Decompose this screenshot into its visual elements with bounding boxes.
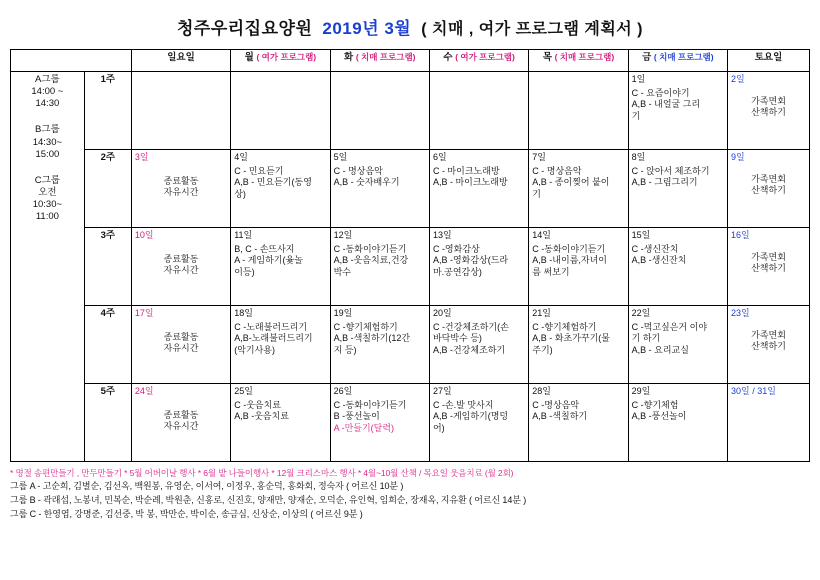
- program-line: 종료활동: [163, 331, 199, 342]
- day-number: 16일: [731, 230, 750, 240]
- program-line: 가족면회: [751, 95, 786, 106]
- day-cell[interactable]: [529, 384, 628, 462]
- program-line: 름 써보기: [532, 266, 570, 277]
- program-line: 지 등): [333, 344, 357, 355]
- program-line: A,B -건강체조하기: [432, 344, 506, 355]
- program-line: C -동화이야기듣기: [333, 243, 407, 254]
- table-row: [11, 306, 810, 384]
- program-line: A - 게임하기(윷놀: [234, 255, 303, 266]
- day-cell[interactable]: [628, 384, 727, 462]
- week-label: 4주: [84, 306, 131, 384]
- program-line: A,B -생신잔치: [631, 255, 687, 266]
- day-number: 10일: [134, 230, 154, 240]
- day-number: 14일: [532, 230, 552, 240]
- day-number: 25일: [234, 386, 253, 396]
- program-line: A,B -풍선놀이: [631, 411, 687, 422]
- day-cell[interactable]: [330, 150, 429, 228]
- day-number: 28일: [532, 386, 552, 396]
- program-line: A,B - 마이크노래방: [432, 177, 508, 188]
- header-sunday-label: 일요일: [167, 52, 195, 63]
- day-number: 19일: [333, 308, 353, 318]
- day-number: 29일: [631, 386, 651, 396]
- day-number: 4일: [234, 152, 248, 162]
- header-monday-sub: ( 여가 프로그램): [256, 52, 317, 62]
- header-wednesday-label: 수: [443, 52, 453, 63]
- day-number: 23일: [731, 308, 750, 318]
- program-line: 자유시간: [163, 421, 199, 432]
- day-content: [632, 166, 724, 189]
- day-content: [135, 332, 227, 355]
- header-monday: [231, 50, 330, 72]
- title-facility: 청주우리집요양원: [176, 19, 313, 38]
- day-content: [731, 174, 806, 197]
- program-line: C -손.발 맛사지: [432, 399, 494, 410]
- day-number: 12일: [333, 230, 353, 240]
- program-line: 산책하기: [751, 185, 786, 196]
- program-line: 어): [432, 422, 445, 433]
- day-content: [433, 244, 525, 279]
- program-line: 기: [631, 110, 641, 121]
- program-line: B -풍선놀이: [333, 411, 380, 422]
- table-header-row: [11, 50, 810, 72]
- day-cell[interactable]: [429, 384, 528, 462]
- program-line: C -동화이야기듣기: [532, 243, 606, 254]
- program-line: (악기사용): [234, 344, 275, 355]
- day-content: [632, 400, 724, 423]
- program-line: 종료활동: [163, 175, 199, 186]
- day-cell[interactable]: [330, 228, 429, 306]
- day-content: [135, 176, 227, 199]
- day-cell[interactable]: [529, 306, 628, 384]
- table-row: [11, 228, 810, 306]
- day-number: 3일: [134, 152, 149, 162]
- group-b-line-2: 15:00: [35, 148, 60, 160]
- day-number: 15일: [631, 230, 651, 240]
- program-line: 기: [532, 188, 541, 199]
- day-content: [731, 252, 806, 275]
- program-line: 주기): [532, 344, 553, 355]
- program-line: C -영화감상: [432, 243, 480, 254]
- day-number: 13일: [432, 230, 452, 240]
- group-c-line-0: C그룹: [34, 174, 60, 186]
- week-label: 2주: [84, 150, 131, 228]
- header-sunday: [131, 50, 230, 72]
- program-line: C - 명상음악: [532, 165, 582, 176]
- day-number: 20일: [432, 308, 452, 318]
- title-subtitle: ( 치매 , 여가 프로그램 계획서 ): [421, 21, 644, 38]
- program-line: 상): [234, 188, 246, 199]
- day-number: 6일: [432, 152, 447, 162]
- header-corner: [11, 50, 132, 72]
- day-number: 5일: [333, 152, 348, 162]
- header-friday: [628, 50, 727, 72]
- group-c-line-2: 10:30~: [32, 199, 63, 211]
- day-number: 1일: [631, 74, 646, 84]
- day-content: [433, 322, 525, 357]
- day-cell[interactable]: [231, 150, 330, 228]
- day-cell[interactable]: [429, 150, 528, 228]
- program-line: A,B -색칠하기: [532, 411, 588, 422]
- group-c-line-1: 오전: [38, 187, 57, 199]
- day-content: [731, 330, 806, 353]
- program-line: 산책하기: [751, 263, 786, 274]
- program-line: A,B - 그림그리기: [631, 177, 698, 188]
- day-cell[interactable]: [330, 72, 429, 150]
- day-number: 24일: [134, 386, 154, 396]
- day-cell[interactable]: [330, 384, 429, 462]
- program-line: A,B - 숫자배우기: [333, 177, 400, 188]
- day-content: [632, 244, 724, 267]
- day-cell[interactable]: [429, 72, 528, 150]
- day-content: [334, 166, 426, 189]
- day-cell[interactable]: [429, 306, 528, 384]
- day-cell[interactable]: [728, 150, 810, 228]
- day-cell[interactable]: [131, 306, 230, 384]
- program-line: 자유시간: [163, 265, 199, 276]
- day-content: [532, 322, 624, 357]
- header-saturday: [728, 50, 810, 72]
- program-line: B, C - 손뜨사지: [234, 243, 295, 254]
- program-line: A,B -웃음치료,건강: [333, 255, 409, 266]
- day-cell[interactable]: [131, 228, 230, 306]
- header-tuesday-label: 화: [344, 52, 354, 63]
- day-content: [532, 400, 624, 423]
- title-month: 2019년 3월: [322, 19, 412, 38]
- day-cell[interactable]: [628, 150, 727, 228]
- program-line: A -만들기(달력): [333, 422, 395, 433]
- day-content: [632, 322, 724, 357]
- day-cell[interactable]: [728, 228, 810, 306]
- program-line: 기 하기: [631, 333, 661, 344]
- program-line: C - 명상음악: [333, 165, 383, 176]
- day-content: [433, 400, 525, 435]
- program-line: 바닥박수 등): [432, 333, 482, 344]
- day-content: [433, 166, 525, 189]
- day-content: [334, 322, 426, 357]
- day-cell[interactable]: [231, 72, 330, 150]
- group-b-members: 그룹 B - 곽래섭, 노봉녀, 민복순, 박순례, 박원춘, 신홍로, 신진호, 양재만, 양재순, 오덕순, 유인혁, 임희순, 장재옥, 지유환 ( 어르신 14분 ): [10, 495, 527, 506]
- program-line: C -동화이야기듣기: [333, 399, 407, 410]
- program-line: C -향기체험하기: [333, 321, 398, 332]
- day-number: 9일: [731, 152, 745, 162]
- program-line: A,B - 종이찢어 붙이: [532, 177, 610, 188]
- group-a: [14, 74, 81, 110]
- program-line: C - 마이크노래방: [432, 165, 500, 176]
- day-cell[interactable]: [231, 306, 330, 384]
- day-number: 2일: [731, 74, 745, 84]
- header-friday-sub: ( 치매 프로그램): [653, 52, 714, 62]
- program-line: C -웃음치료: [234, 399, 281, 410]
- day-cell[interactable]: [529, 72, 628, 150]
- group-b: [14, 124, 81, 160]
- day-number: 18일: [234, 308, 253, 318]
- day-number: 17일: [134, 308, 154, 318]
- day-number: 27일: [432, 386, 452, 396]
- day-cell[interactable]: [628, 306, 727, 384]
- program-line: 종료활동: [163, 253, 199, 264]
- day-cell[interactable]: [628, 72, 727, 150]
- day-cell[interactable]: [131, 384, 230, 462]
- day-content: [234, 166, 326, 201]
- special-events-note: * 명절 송편만들기 , 만두만들기 * 5월 어버이날 행사 * 6월 밭 나들이행사 * 12월 크리스마스 행사 * 4월~10월 산책 / 목요일 웃음치료 (월 2회): [10, 468, 514, 478]
- program-line: C -생신잔치: [631, 243, 679, 254]
- group-a-line-2: 14:30: [35, 98, 60, 110]
- day-cell[interactable]: [330, 306, 429, 384]
- day-cell[interactable]: [231, 228, 330, 306]
- day-content: [135, 410, 227, 433]
- program-line: A,B - 요리교실: [631, 344, 689, 355]
- group-a-members: 그룹 A - 고순희, 김별순, 김선옥, 백원봉, 유영순, 이서여, 이정우, 홍순덕, 홍화회, 정숙자 ( 어르신 10분 ): [10, 481, 404, 492]
- header-saturday-label: 토요일: [754, 52, 783, 63]
- day-number: 22일: [631, 308, 651, 318]
- program-line: 이등): [234, 266, 255, 277]
- table-row: [11, 150, 810, 228]
- group-b-line-0: B그룹: [35, 124, 60, 136]
- day-cell[interactable]: [728, 306, 810, 384]
- program-line: 자유시간: [163, 187, 199, 198]
- week-label: 3주: [84, 228, 131, 306]
- program-line: A,B -웃음치료: [234, 411, 289, 422]
- program-line: C -건강체조하기(손: [432, 321, 509, 332]
- header-tuesday-sub: ( 치매 프로그램): [355, 52, 416, 62]
- day-number: 30일 / 31일: [731, 386, 776, 396]
- program-line: A,B-노래불러드리기: [234, 333, 313, 344]
- table-row: [11, 384, 810, 462]
- header-thursday-sub: ( 치매 프로그램): [554, 52, 615, 62]
- program-line: 가족면회: [751, 251, 786, 262]
- program-line: C -향기체험: [631, 399, 679, 410]
- program-line: 마.공연감상): [432, 266, 482, 277]
- day-number: 11일: [234, 230, 253, 240]
- day-content: [334, 244, 426, 279]
- group-column: [11, 72, 85, 462]
- header-wednesday-sub: ( 여가 프로그램): [455, 52, 515, 62]
- program-line: A,B -영화감상(드라: [432, 255, 509, 266]
- day-content: [334, 400, 426, 435]
- program-line: A,B - 민요듣기(동영: [234, 177, 312, 188]
- day-content: [234, 400, 326, 423]
- page-title: [10, 14, 810, 39]
- program-line: 가족면회: [751, 329, 786, 340]
- day-number: 26일: [333, 386, 353, 396]
- header-wednesday: [429, 50, 528, 72]
- day-content: [532, 166, 624, 201]
- group-a-line-0: A그룹: [35, 74, 60, 85]
- program-line: C -향기체험하기: [532, 321, 597, 332]
- header-tuesday: [330, 50, 429, 72]
- day-cell[interactable]: [728, 384, 810, 462]
- day-content: [135, 254, 227, 277]
- program-line: C -노래불러드리기: [234, 321, 308, 332]
- program-line: A,B -게임하기(명덩: [432, 411, 509, 422]
- day-cell[interactable]: [529, 228, 628, 306]
- day-content: [234, 322, 326, 357]
- day-cell[interactable]: [728, 72, 810, 150]
- group-c-members: 그룹 C - 한영엽, 강명준, 김선중, 박 봉, 박만순, 박이순, 송금심, 신상순, 이상의 ( 어르신 9분 ): [10, 509, 363, 520]
- day-content: [731, 96, 806, 119]
- group-a-line-1: 14:00 ~: [31, 86, 64, 98]
- day-content: [632, 88, 724, 123]
- program-line: C -명상음악: [532, 399, 580, 410]
- day-cell[interactable]: [529, 150, 628, 228]
- header-thursday: [529, 50, 628, 72]
- week-label: 5주: [84, 384, 131, 462]
- header-thursday-label: 목: [542, 52, 552, 63]
- program-line: 가족면회: [751, 173, 786, 184]
- day-number: 8일: [631, 152, 646, 162]
- day-number: 7일: [532, 152, 546, 162]
- day-content: [532, 244, 624, 279]
- day-cell[interactable]: [131, 150, 230, 228]
- program-line: A,B -내이름,자녀이: [532, 255, 607, 266]
- day-content: [234, 244, 326, 279]
- program-line: 자유시간: [163, 343, 199, 354]
- program-line: A,B - 내얼굴 그리: [631, 99, 701, 110]
- table-body: [11, 72, 810, 462]
- program-line: C - 민요듣기: [234, 165, 284, 176]
- program-line: A,B - 화초가꾸기(물: [532, 333, 610, 344]
- program-line: 박수: [333, 266, 351, 277]
- group-c-line-3: 11:00: [35, 211, 59, 223]
- program-line: 산책하기: [751, 341, 786, 352]
- group-c: [14, 175, 81, 224]
- day-cell[interactable]: [429, 228, 528, 306]
- program-line: C - 요즘이야기: [631, 87, 690, 98]
- group-b-line-1: 14:30~: [32, 136, 63, 148]
- footer-notes: [10, 467, 810, 522]
- program-line: A,B -색칠하기(12간: [333, 333, 411, 344]
- week-label: 1주: [84, 72, 131, 150]
- program-line: 산책하기: [751, 107, 786, 118]
- day-number: 21일: [532, 308, 552, 318]
- day-cell[interactable]: [628, 228, 727, 306]
- program-line: C - 앉아서 체조하기: [631, 165, 710, 176]
- header-monday-label: 월: [244, 52, 254, 63]
- program-line: C -먹고싶은거 이야: [631, 321, 708, 332]
- header-friday-label: 금: [642, 52, 652, 63]
- day-cell[interactable]: [131, 72, 230, 150]
- day-cell[interactable]: [231, 384, 330, 462]
- program-calendar-table: [10, 49, 810, 462]
- program-line: 종료활동: [163, 409, 199, 420]
- table-row: [11, 72, 810, 150]
